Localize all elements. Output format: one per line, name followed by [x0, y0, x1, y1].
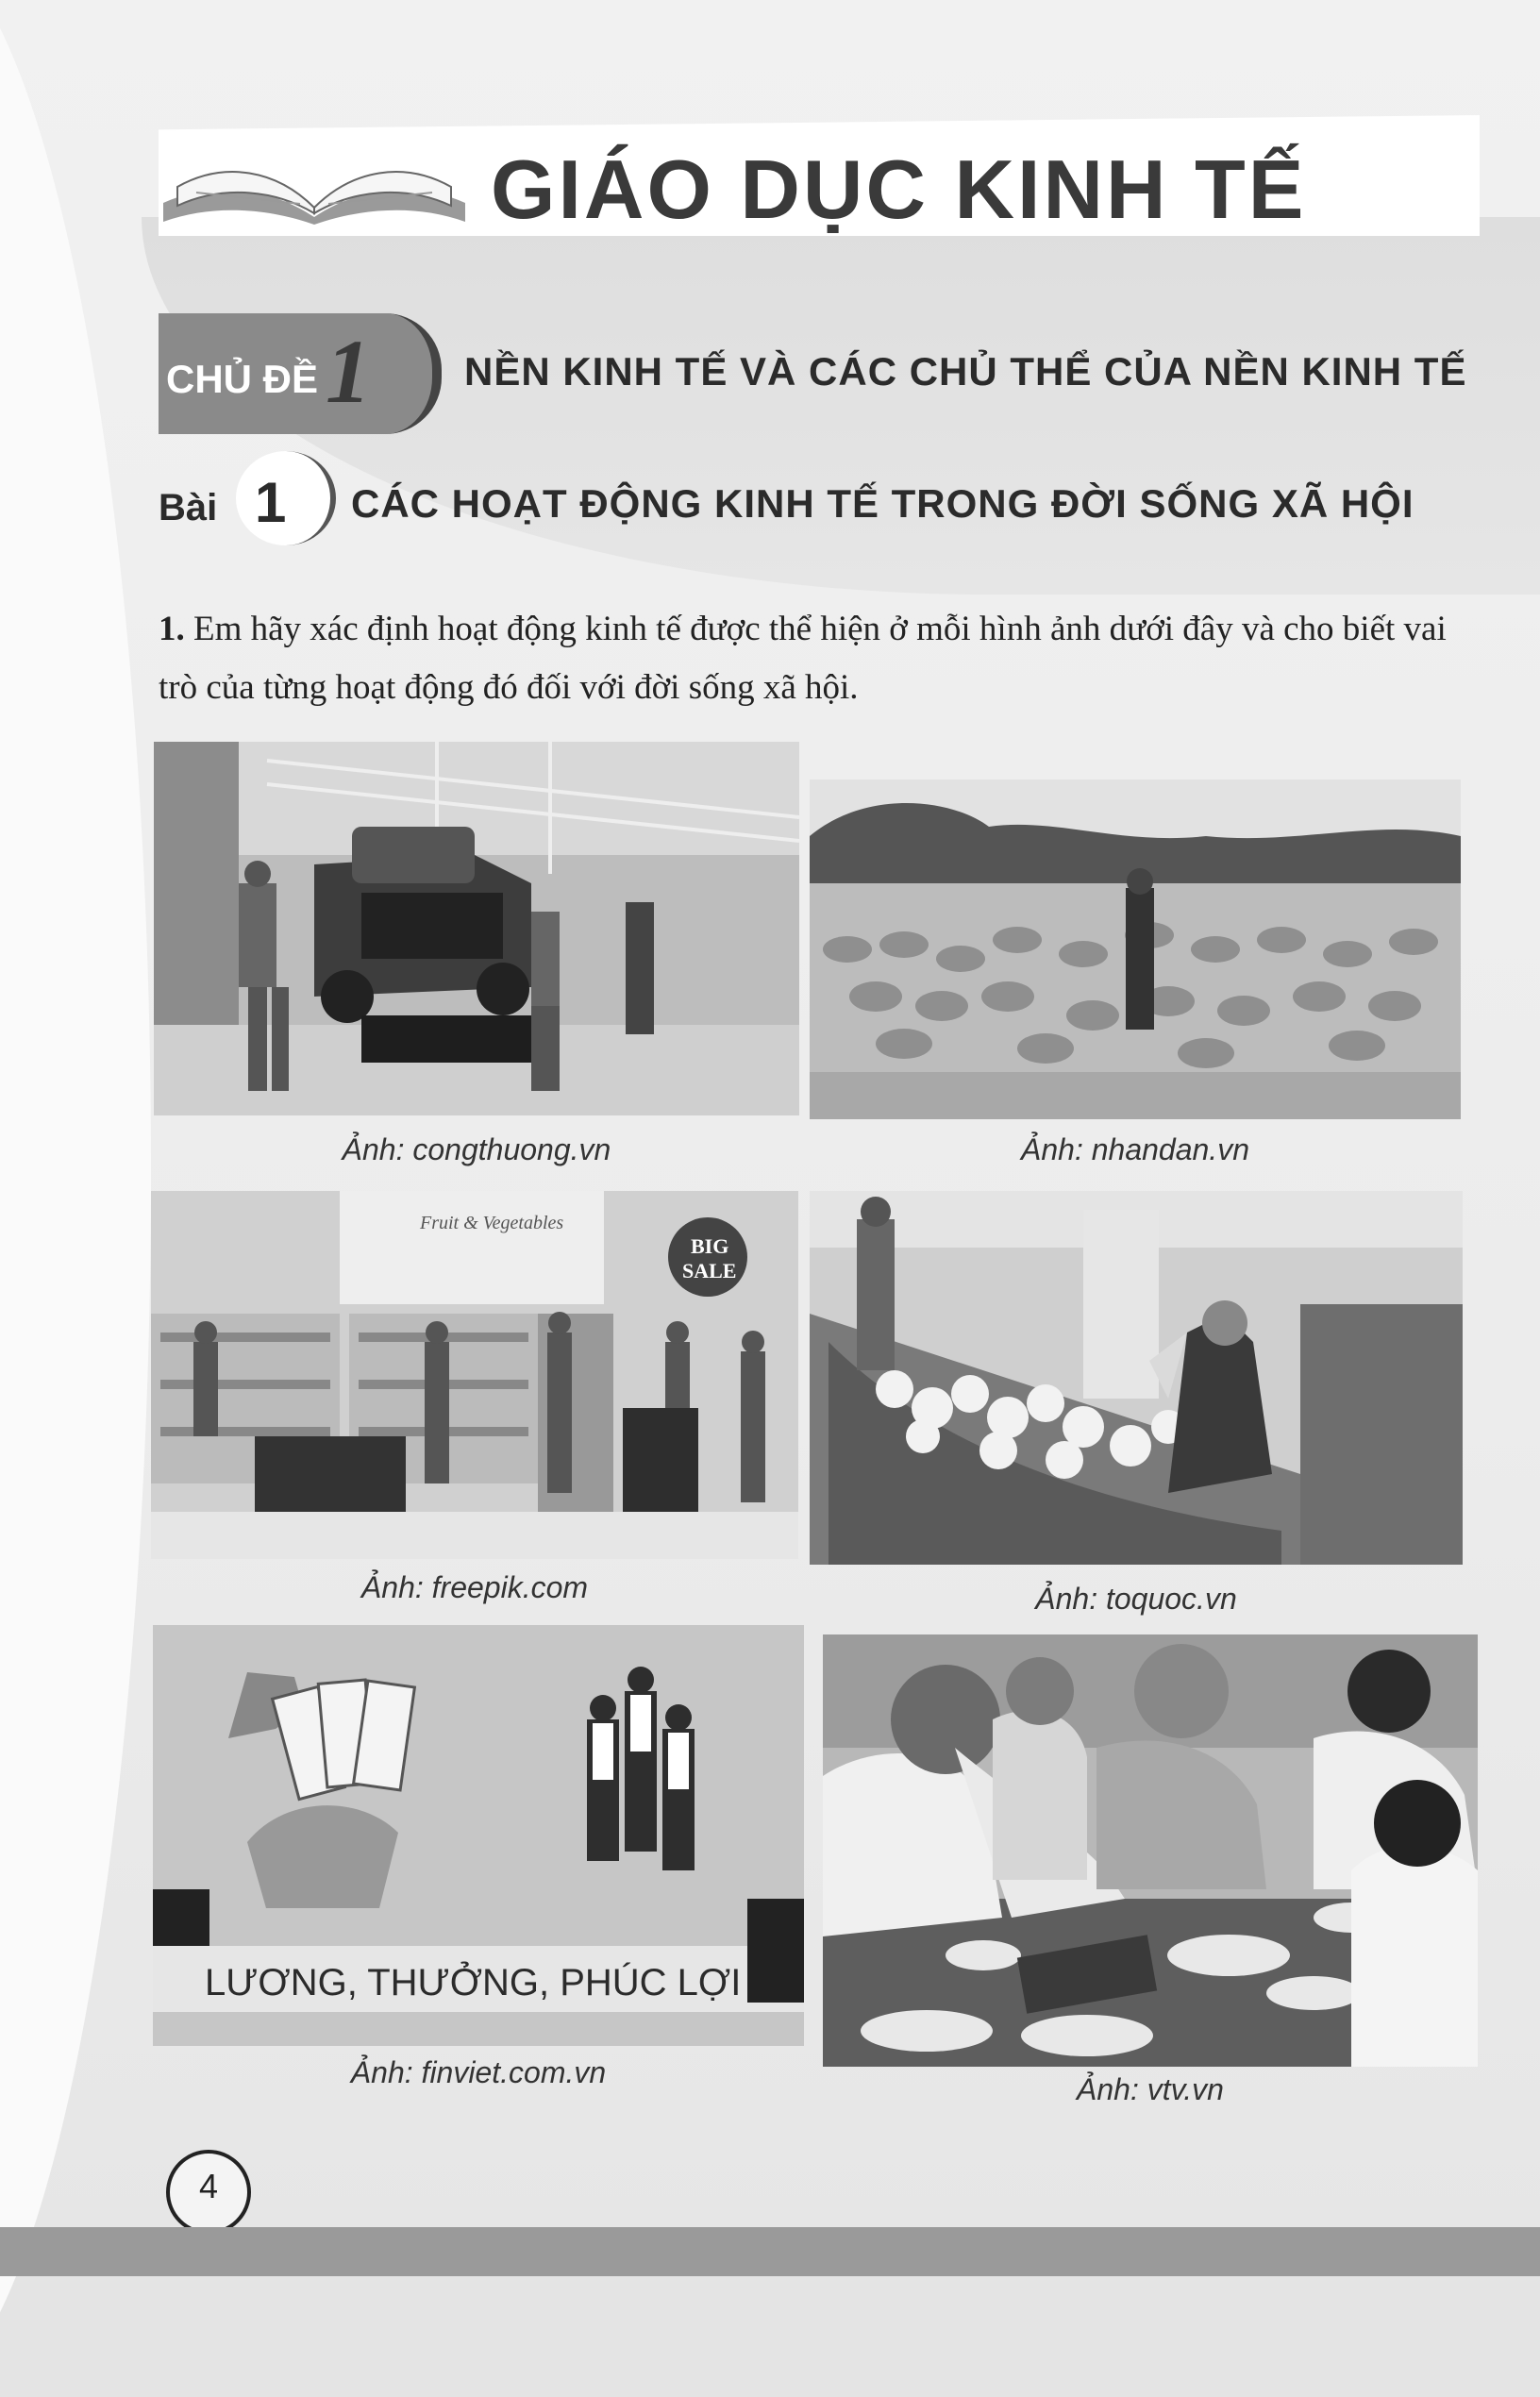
sign-fruit-vegetables: Fruit & Vegetables — [420, 1213, 564, 1233]
topic-title: NỀN KINH TẾ VÀ CÁC CHỦ THỂ CỦA NỀN KINH TẾ — [464, 349, 1467, 394]
photo-caption: Ảnh: freepik.com — [360, 1570, 589, 1604]
question-text — [159, 600, 1489, 717]
photo-salary-illustration — [153, 1625, 804, 2046]
photo-caption: Ảnh: vtv.vn — [1077, 2072, 1224, 2106]
sign-big: BIG — [691, 1234, 729, 1258]
topic-number: 1 — [326, 321, 371, 422]
photo-caption: Ảnh: finviet.com.vn — [350, 2055, 607, 2089]
photo-family-meal — [823, 1634, 1478, 2067]
page-number: 4 — [198, 2167, 219, 2205]
page-number-circle — [166, 2150, 251, 2235]
photo-caption: Ảnh: nhandan.vn — [1021, 1132, 1249, 1166]
lesson-number: 1 — [255, 471, 287, 534]
question-number: 1. — [159, 610, 185, 648]
photo-caption: Ảnh: congthuong.vn — [342, 1132, 611, 1166]
lesson-title: CÁC HOẠT ĐỘNG KINH TẾ TRONG ĐỜI SỐNG XÃ HỘI — [351, 481, 1414, 526]
photo-caption: Ảnh: toquoc.vn — [1035, 1582, 1237, 1616]
page-edge-curve — [0, 0, 151, 2397]
sign-sale: SALE — [682, 1259, 737, 1282]
photo-supermarket — [151, 1191, 798, 1559]
lesson-label: Bài — [159, 487, 218, 528]
open-book-icon — [159, 151, 470, 226]
topic-label: CHỦ ĐỀ — [166, 357, 319, 401]
page-bottom-shadow — [0, 2227, 1540, 2276]
photo-floating-market — [810, 1191, 1463, 1565]
photo-car-factory — [154, 742, 799, 1115]
page-title: GIÁO DỤC KINH TẾ — [491, 142, 1307, 236]
photo-sheep-herd — [810, 779, 1461, 1119]
salary-banner: LƯƠNG, THƯỞNG, PHÚC LỢI — [205, 1962, 742, 2003]
question-body: Em hãy xác định hoạt động kinh tế được thể hiện ở mỗi hình ảnh dưới đây và cho biết vai trò của từng hoạt động đó đối với đời sống xã hội. — [159, 610, 1447, 707]
